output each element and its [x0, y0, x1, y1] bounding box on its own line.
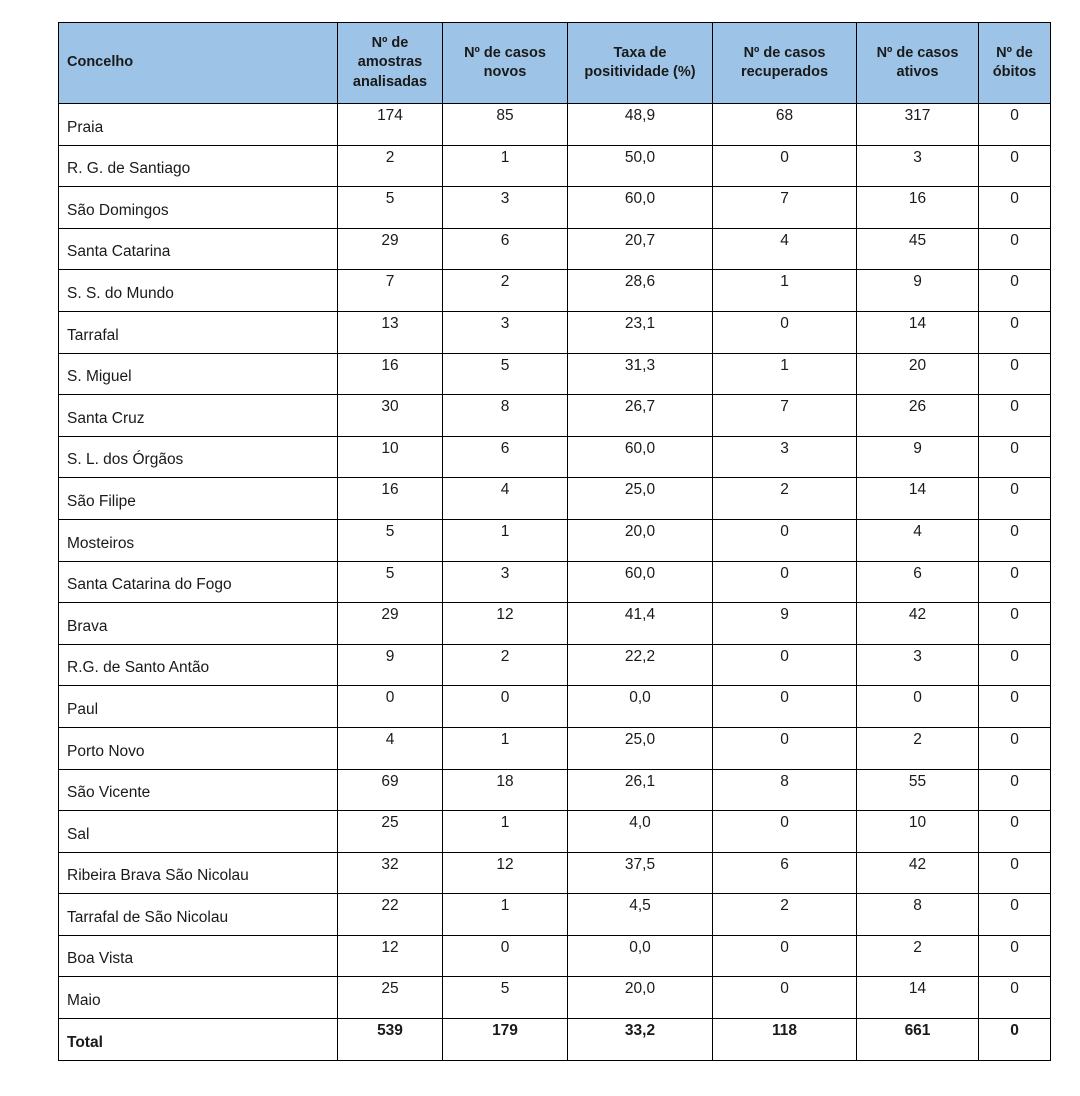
cell-amostras: 16 — [338, 478, 443, 520]
table-row — [59, 353, 1051, 395]
cell-amostras: 5 — [338, 561, 443, 603]
table-row — [59, 686, 1051, 728]
total-row — [59, 1019, 1051, 1061]
cell-taxa-positividade: 23,1 — [568, 311, 713, 353]
table-header — [59, 23, 1051, 104]
cell-casos-ativos: 8 — [857, 894, 979, 936]
cell-casos-ativos: 2 — [857, 727, 979, 769]
cell-casos-novos: 1 — [443, 811, 568, 853]
cell-casos-ativos: 317 — [857, 104, 979, 146]
cell-obitos: 0 — [979, 935, 1051, 977]
cell-casos-novos: 0 — [443, 935, 568, 977]
cell-concelho: São Filipe — [59, 478, 338, 520]
cell-casos-ativos: 4 — [857, 519, 979, 561]
total-casos-novos: 179 — [443, 1019, 568, 1061]
cell-casos-recuperados: 0 — [713, 727, 857, 769]
col-header-obitos: Nº de óbitos — [979, 23, 1051, 104]
cell-casos-novos: 6 — [443, 436, 568, 478]
cell-amostras: 32 — [338, 852, 443, 894]
cell-casos-recuperados: 0 — [713, 145, 857, 187]
cell-concelho: Maio — [59, 977, 338, 1019]
cell-casos-ativos: 2 — [857, 935, 979, 977]
cell-amostras: 5 — [338, 519, 443, 561]
cell-casos-recuperados: 1 — [713, 270, 857, 312]
cell-taxa-positividade: 37,5 — [568, 852, 713, 894]
col-header-casos-ativos: Nº de casos ativos — [857, 23, 979, 104]
cell-taxa-positividade: 31,3 — [568, 353, 713, 395]
cell-casos-novos: 18 — [443, 769, 568, 811]
cell-casos-ativos: 42 — [857, 852, 979, 894]
table-row — [59, 478, 1051, 520]
cell-casos-recuperados: 1 — [713, 353, 857, 395]
col-header-casos-recuperados: Nº de casos recuperados — [713, 23, 857, 104]
cell-obitos: 0 — [979, 852, 1051, 894]
cell-casos-recuperados: 0 — [713, 644, 857, 686]
cell-obitos: 0 — [979, 353, 1051, 395]
cell-casos-recuperados: 0 — [713, 519, 857, 561]
table-row — [59, 935, 1051, 977]
cell-casos-recuperados: 0 — [713, 686, 857, 728]
cell-casos-novos: 1 — [443, 145, 568, 187]
col-header-concelho: Concelho — [59, 23, 338, 104]
cell-casos-ativos: 14 — [857, 311, 979, 353]
cell-amostras: 4 — [338, 727, 443, 769]
cell-casos-novos: 12 — [443, 852, 568, 894]
cell-amostras: 16 — [338, 353, 443, 395]
cell-taxa-positividade: 60,0 — [568, 436, 713, 478]
cell-obitos: 0 — [979, 811, 1051, 853]
cell-taxa-positividade: 41,4 — [568, 603, 713, 645]
table-row — [59, 145, 1051, 187]
cell-concelho: Sal — [59, 811, 338, 853]
cell-casos-ativos: 16 — [857, 187, 979, 229]
cell-taxa-positividade: 50,0 — [568, 145, 713, 187]
cell-casos-novos: 1 — [443, 894, 568, 936]
cell-obitos: 0 — [979, 187, 1051, 229]
cell-taxa-positividade: 4,0 — [568, 811, 713, 853]
cell-casos-novos: 85 — [443, 104, 568, 146]
cell-casos-recuperados: 4 — [713, 228, 857, 270]
cell-casos-novos: 12 — [443, 603, 568, 645]
table-row — [59, 519, 1051, 561]
cell-casos-ativos: 45 — [857, 228, 979, 270]
table-row — [59, 561, 1051, 603]
cell-concelho: Tarrafal de São Nicolau — [59, 894, 338, 936]
cell-obitos: 0 — [979, 145, 1051, 187]
table-row — [59, 228, 1051, 270]
cell-casos-novos: 1 — [443, 727, 568, 769]
cell-concelho: R. G. de Santiago — [59, 145, 338, 187]
cell-casos-recuperados: 0 — [713, 311, 857, 353]
cell-casos-novos: 8 — [443, 395, 568, 437]
table-row — [59, 104, 1051, 146]
cell-concelho: Mosteiros — [59, 519, 338, 561]
cell-concelho: São Vicente — [59, 769, 338, 811]
cell-concelho: Santa Cruz — [59, 395, 338, 437]
cell-amostras: 174 — [338, 104, 443, 146]
cell-casos-novos: 3 — [443, 561, 568, 603]
col-header-taxa-positividade: Taxa de positividade (%) — [568, 23, 713, 104]
table-row — [59, 852, 1051, 894]
cell-casos-ativos: 20 — [857, 353, 979, 395]
total-label: Total — [59, 1019, 338, 1061]
cell-casos-ativos: 55 — [857, 769, 979, 811]
cell-amostras: 9 — [338, 644, 443, 686]
table-row — [59, 603, 1051, 645]
cell-concelho: Porto Novo — [59, 727, 338, 769]
cell-casos-recuperados: 2 — [713, 894, 857, 936]
table-row — [59, 436, 1051, 478]
cell-amostras: 30 — [338, 395, 443, 437]
cell-casos-ativos: 14 — [857, 977, 979, 1019]
cell-amostras: 69 — [338, 769, 443, 811]
cell-casos-recuperados: 7 — [713, 395, 857, 437]
cell-casos-recuperados: 3 — [713, 436, 857, 478]
cell-concelho: S. Miguel — [59, 353, 338, 395]
cell-obitos: 0 — [979, 977, 1051, 1019]
cell-casos-novos: 3 — [443, 311, 568, 353]
cell-concelho: Brava — [59, 603, 338, 645]
cell-concelho: São Domingos — [59, 187, 338, 229]
cell-casos-ativos: 26 — [857, 395, 979, 437]
cell-obitos: 0 — [979, 395, 1051, 437]
cell-casos-ativos: 3 — [857, 145, 979, 187]
table-footer — [59, 1019, 1051, 1061]
table-row — [59, 270, 1051, 312]
cell-obitos: 0 — [979, 311, 1051, 353]
table-row — [59, 977, 1051, 1019]
table-row — [59, 811, 1051, 853]
cell-amostras: 25 — [338, 977, 443, 1019]
cell-casos-novos: 3 — [443, 187, 568, 229]
cell-casos-novos: 5 — [443, 353, 568, 395]
cell-taxa-positividade: 0,0 — [568, 686, 713, 728]
cell-amostras: 25 — [338, 811, 443, 853]
cell-casos-novos: 2 — [443, 644, 568, 686]
cell-casos-recuperados: 9 — [713, 603, 857, 645]
cell-taxa-positividade: 25,0 — [568, 478, 713, 520]
cell-obitos: 0 — [979, 686, 1051, 728]
cell-casos-ativos: 3 — [857, 644, 979, 686]
cell-casos-recuperados: 0 — [713, 977, 857, 1019]
cell-casos-recuperados: 8 — [713, 769, 857, 811]
cell-taxa-positividade: 20,0 — [568, 977, 713, 1019]
cell-taxa-positividade: 28,6 — [568, 270, 713, 312]
cell-taxa-positividade: 48,9 — [568, 104, 713, 146]
cell-casos-novos: 1 — [443, 519, 568, 561]
table-row — [59, 311, 1051, 353]
cell-casos-recuperados: 0 — [713, 811, 857, 853]
total-ativos: 661 — [857, 1019, 979, 1061]
cell-casos-novos: 0 — [443, 686, 568, 728]
cell-casos-recuperados: 68 — [713, 104, 857, 146]
cell-amostras: 2 — [338, 145, 443, 187]
cell-casos-ativos: 42 — [857, 603, 979, 645]
cell-concelho: Tarrafal — [59, 311, 338, 353]
cell-casos-novos: 6 — [443, 228, 568, 270]
cell-taxa-positividade: 60,0 — [568, 187, 713, 229]
cell-obitos: 0 — [979, 478, 1051, 520]
cell-amostras: 22 — [338, 894, 443, 936]
cell-concelho: Praia — [59, 104, 338, 146]
cell-casos-ativos: 9 — [857, 270, 979, 312]
cell-taxa-positividade: 26,1 — [568, 769, 713, 811]
cell-taxa-positividade: 0,0 — [568, 935, 713, 977]
total-amostras: 539 — [338, 1019, 443, 1061]
cell-obitos: 0 — [979, 104, 1051, 146]
col-header-amostras: Nº de amostras analisadas — [338, 23, 443, 104]
cell-obitos: 0 — [979, 603, 1051, 645]
covid-concelho-table — [58, 22, 1051, 1061]
table-row — [59, 727, 1051, 769]
cell-obitos: 0 — [979, 270, 1051, 312]
cell-taxa-positividade: 20,7 — [568, 228, 713, 270]
cell-taxa-positividade: 26,7 — [568, 395, 713, 437]
cell-taxa-positividade: 60,0 — [568, 561, 713, 603]
total-taxa: 33,2 — [568, 1019, 713, 1061]
cell-casos-recuperados: 6 — [713, 852, 857, 894]
cell-obitos: 0 — [979, 894, 1051, 936]
cell-obitos: 0 — [979, 644, 1051, 686]
cell-amostras: 7 — [338, 270, 443, 312]
cell-amostras: 12 — [338, 935, 443, 977]
total-obitos: 0 — [979, 1019, 1051, 1061]
cell-casos-recuperados: 0 — [713, 561, 857, 603]
cell-amostras: 29 — [338, 603, 443, 645]
cell-concelho: R.G. de Santo Antão — [59, 644, 338, 686]
cell-concelho: S. L. dos Órgãos — [59, 436, 338, 478]
table-row — [59, 187, 1051, 229]
cell-amostras: 5 — [338, 187, 443, 229]
cell-casos-novos: 4 — [443, 478, 568, 520]
cell-concelho: S. S. do Mundo — [59, 270, 338, 312]
cell-amostras: 0 — [338, 686, 443, 728]
cell-casos-recuperados: 0 — [713, 935, 857, 977]
cell-casos-ativos: 9 — [857, 436, 979, 478]
cell-concelho: Santa Catarina do Fogo — [59, 561, 338, 603]
cell-casos-ativos: 10 — [857, 811, 979, 853]
cell-obitos: 0 — [979, 561, 1051, 603]
cell-obitos: 0 — [979, 228, 1051, 270]
header-row — [59, 23, 1051, 104]
cell-amostras: 10 — [338, 436, 443, 478]
cell-concelho: Boa Vista — [59, 935, 338, 977]
cell-taxa-positividade: 22,2 — [568, 644, 713, 686]
table-row — [59, 894, 1051, 936]
cell-taxa-positividade: 25,0 — [568, 727, 713, 769]
cell-casos-ativos: 14 — [857, 478, 979, 520]
cell-casos-recuperados: 2 — [713, 478, 857, 520]
cell-obitos: 0 — [979, 769, 1051, 811]
cell-casos-recuperados: 7 — [713, 187, 857, 229]
table-row — [59, 644, 1051, 686]
table-row — [59, 395, 1051, 437]
cell-obitos: 0 — [979, 727, 1051, 769]
col-header-casos-novos: Nº de casos novos — [443, 23, 568, 104]
cell-obitos: 0 — [979, 519, 1051, 561]
cell-obitos: 0 — [979, 436, 1051, 478]
cell-taxa-positividade: 20,0 — [568, 519, 713, 561]
cell-concelho: Paul — [59, 686, 338, 728]
cell-amostras: 29 — [338, 228, 443, 270]
cell-concelho: Ribeira Brava São Nicolau — [59, 852, 338, 894]
table-body — [59, 104, 1051, 1019]
total-recuperados: 118 — [713, 1019, 857, 1061]
cell-concelho: Santa Catarina — [59, 228, 338, 270]
cell-amostras: 13 — [338, 311, 443, 353]
cell-casos-novos: 2 — [443, 270, 568, 312]
cell-casos-ativos: 0 — [857, 686, 979, 728]
table-row — [59, 769, 1051, 811]
cell-casos-ativos: 6 — [857, 561, 979, 603]
cell-casos-novos: 5 — [443, 977, 568, 1019]
cell-taxa-positividade: 4,5 — [568, 894, 713, 936]
